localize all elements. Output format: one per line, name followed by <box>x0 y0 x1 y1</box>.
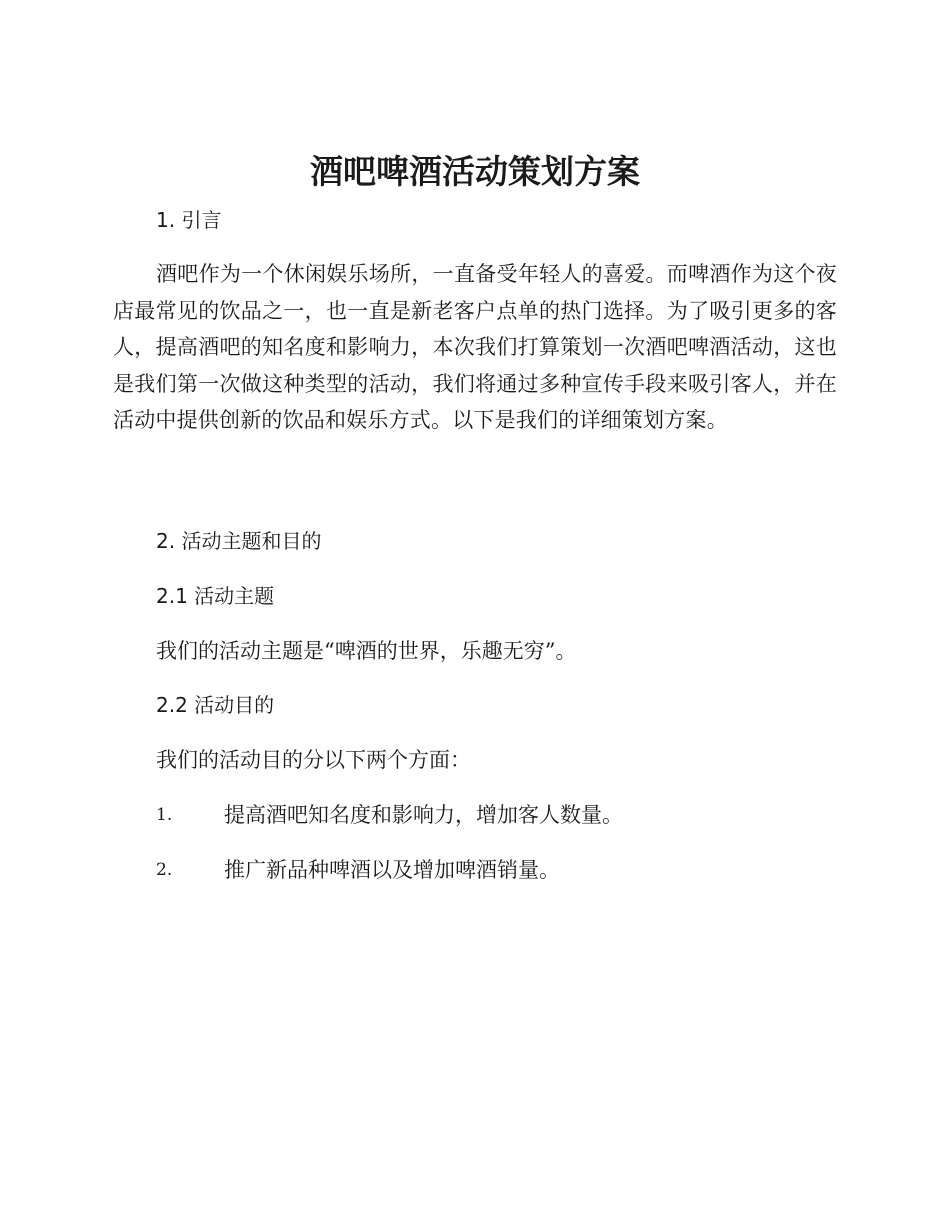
list-item-text: 提高酒吧知名度和影响力，增加客人数量。 <box>224 803 623 827</box>
section-heading-intro: 1. 引言 <box>156 208 222 232</box>
subsection-heading-theme: 2.1 活动主题 <box>156 584 275 608</box>
goal-intro-text: 我们的活动目的分以下两个方面： <box>156 748 471 772</box>
intro-paragraph: 酒吧作为一个休闲娱乐场所，一直备受年轻人的喜爱。而啤酒作为这个夜店最常见的饮品之一，也一直是新老客户点单的热门选择。为了吸引更多的客人，提高酒吧的知名度和影响力，本次我们打算策划一次酒吧啤酒活动，这也是我们第一次做这种类型的活动，我们将通过多种宣传手段来吸引客人，并在活动中提供创新的饮品和娱乐方式。以下是我们的详细策划方案。 <box>113 262 837 432</box>
list-item-text: 推广新品种啤酒以及增加啤酒销量。 <box>224 858 560 882</box>
goal-list-item <box>156 800 836 830</box>
list-number: 1. <box>156 805 173 825</box>
goal-list-item <box>156 855 836 885</box>
document-title: 酒吧啤酒活动策划方案 <box>310 152 640 191</box>
list-number: 2. <box>156 860 173 880</box>
subsection-heading-goal: 2.2 活动目的 <box>156 693 275 717</box>
theme-text: 我们的活动主题是“啤酒的世界，乐趣无穷”。 <box>156 639 577 663</box>
section-heading-theme-goal: 2. 活动主题和目的 <box>156 529 322 553</box>
